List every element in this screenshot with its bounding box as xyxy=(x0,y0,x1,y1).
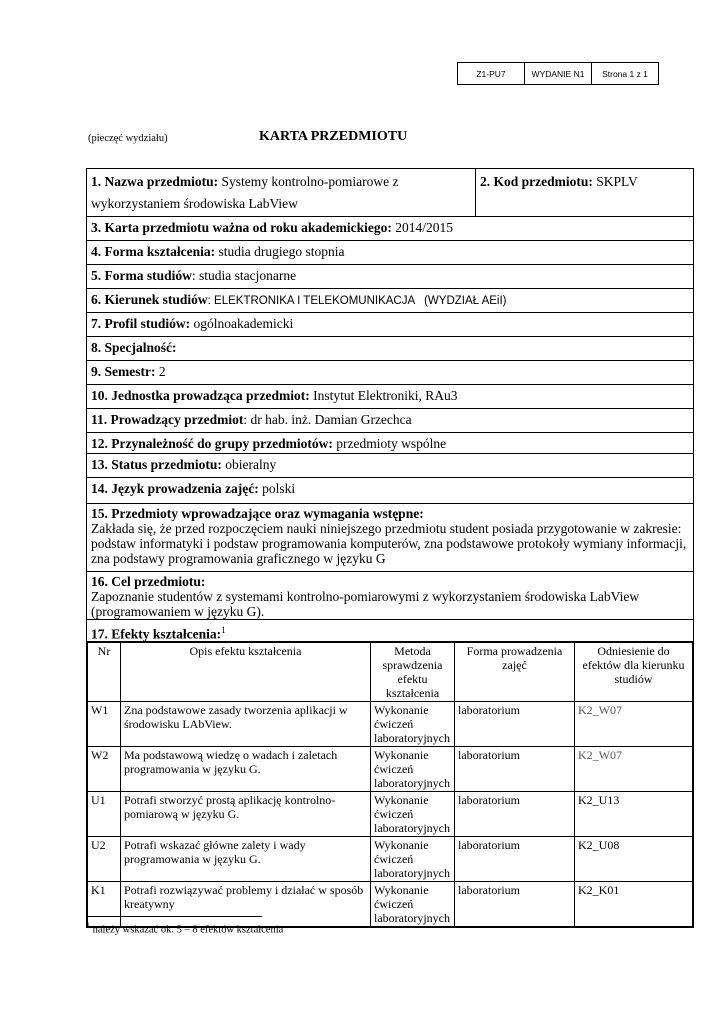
field-label: 15. Przedmioty wprowadzające oraz wymagania wstępne: xyxy=(91,506,424,521)
effect-desc: Ma podstawową wiedzę o wadach i zaletach programowania w języku G. xyxy=(121,747,371,792)
doc-edition: WYDANIE N1 xyxy=(525,63,592,84)
effect-form: laboratorium xyxy=(455,792,575,837)
row-unit xyxy=(87,385,693,409)
col-header: Metoda sprawdzenia efektu kształcenia xyxy=(371,643,455,702)
course-name: Systemy kontrolno-pomiarowe z wykorzystaniem środowiska LabView xyxy=(91,174,399,211)
effect-ref: K2_W07 xyxy=(575,747,693,792)
table-row xyxy=(88,882,693,927)
field-value: : studia stacjonarne xyxy=(191,268,297,283)
footnote-mark: 1 xyxy=(86,921,90,930)
field-label: 5. Forma studiów xyxy=(91,268,192,283)
field-label: 10. Jednostka prowadząca przedmiot: xyxy=(91,388,310,403)
effect-form: laboratorium xyxy=(455,702,575,747)
effect-desc: Potrafi stworzyć prostą aplikację kontrolno-pomiarową w języku G. xyxy=(121,792,371,837)
field-label: 16. Cel przedmiotu: xyxy=(91,574,206,589)
row-semester xyxy=(87,361,693,385)
footnote-text: należy wskazać ok. 5 – 8 efektów kształcenia xyxy=(90,924,284,936)
effect-nr: U1 xyxy=(88,792,121,837)
field-label: 9. Semestr: xyxy=(91,364,156,379)
table-row xyxy=(88,792,693,837)
row-prerequisites xyxy=(87,504,693,572)
effect-form: laboratorium xyxy=(455,837,575,882)
field-label: 14. Język prowadzenia zajęć: xyxy=(91,481,259,496)
course-card xyxy=(86,168,694,928)
row-name-code xyxy=(87,169,693,217)
effect-method: Wykonanie ćwiczeń laboratoryjnych xyxy=(371,702,455,747)
doc-code: Z1-PU7 xyxy=(458,63,525,84)
effect-form: laboratorium xyxy=(455,747,575,792)
row-language xyxy=(87,478,693,504)
prerequisites-text: Zakłada się, że przed rozpoczęciem nauki niniejszego przedmiotu student posiada przygotowanie w zakresie: podstaw informatyki i podstaw programowania komputerów, zna podstawowe protokoły wymiany informacji, zna podstawy programowania graficznego w języku G xyxy=(91,521,687,566)
row-group xyxy=(87,433,693,454)
row-effects-title xyxy=(87,620,693,642)
page-title: KARTA PRZEDMIOTU xyxy=(259,129,408,144)
document-header-box xyxy=(457,62,659,85)
row-study-form xyxy=(87,265,693,289)
col-header: Forma prowadzenia zajęć xyxy=(455,643,575,702)
field-label: 4. Forma kształcenia: xyxy=(91,244,216,259)
course-code: SKPLV xyxy=(596,174,638,189)
field-value: obieralny xyxy=(225,457,277,472)
effect-desc: Potrafi rozwiązywać problemy i działać w sposób kreatywny xyxy=(121,882,371,927)
field-value: : dr hab. inż. Damian Grzechca xyxy=(243,412,412,427)
effect-method: Wykonanie ćwiczeń laboratoryjnych xyxy=(371,837,455,882)
row-effects-table xyxy=(87,642,693,927)
field-value: przedmioty wspólne xyxy=(336,436,447,451)
doc-page: Strona 1 z 1 xyxy=(602,68,648,79)
effect-method: Wykonanie ćwiczeń laboratoryjnych xyxy=(371,792,455,837)
effect-nr: W1 xyxy=(88,702,121,747)
field-label: 7. Profil studiów: xyxy=(91,316,191,331)
effect-nr: U2 xyxy=(88,837,121,882)
field-label: 6. Kierunek studiów xyxy=(91,292,208,307)
effect-ref: K2_K01 xyxy=(575,882,693,927)
field-value: ogólnoakademicki xyxy=(193,316,294,331)
effects-header-row xyxy=(88,643,693,702)
table-row xyxy=(88,747,693,792)
table-row xyxy=(88,837,693,882)
field-label: 17. Efekty kształcenia: xyxy=(91,626,222,642)
field-value: : ELEKTRONIKA I TELEKOMUNIKACJA (WYDZIAŁ AEiI) xyxy=(207,295,507,307)
field-value: Instytut Elektroniki, RAu3 xyxy=(313,388,458,403)
col-header: Opis efektu kształcenia xyxy=(121,643,371,702)
effect-ref: K2_U08 xyxy=(575,837,693,882)
field-label: 1. Nazwa przedmiotu: xyxy=(91,174,219,189)
field-label: 8. Specjalność: xyxy=(91,340,177,355)
footnote-divider xyxy=(86,916,262,917)
table-row xyxy=(88,702,693,747)
course-name-cell xyxy=(87,169,476,216)
effect-desc: Zna podstawowe zasady tworzenia aplikacji w środowisku LAbView. xyxy=(121,702,371,747)
field-label: 2. Kod przedmiotu: xyxy=(480,174,593,189)
row-education-form xyxy=(87,241,693,265)
field-label: 13. Status przedmiotu: xyxy=(91,457,222,472)
effect-form: laboratorium xyxy=(455,882,575,927)
effect-method: Wykonanie ćwiczeń laboratoryjnych xyxy=(371,747,455,792)
effect-nr: K1 xyxy=(88,882,121,927)
course-code-cell xyxy=(476,169,693,216)
row-status xyxy=(87,454,693,478)
effect-ref: K2_U13 xyxy=(575,792,693,837)
footnote-ref: 1 xyxy=(221,625,226,635)
col-header: Nr xyxy=(88,643,121,702)
goal-text: Zapoznanie studentów z systemami kontrolno-pomiarowymi z wykorzystaniem środowiska LabView (programowaniem w języku G). xyxy=(91,589,640,619)
faculty-stamp: (pieczęć wydziału) xyxy=(88,133,168,144)
effect-method: Wykonanie ćwiczeń laboratoryjnych xyxy=(371,882,455,927)
row-field-of-study xyxy=(87,289,693,313)
field-label: 12. Przynależność do grupy przedmiotów: xyxy=(91,436,333,451)
field-label: 3. Karta przedmiotu ważna od roku akademickiego: xyxy=(91,220,392,235)
footnote xyxy=(86,921,283,936)
row-specialty xyxy=(87,337,693,361)
field-value: 2 xyxy=(158,364,166,379)
effects-table xyxy=(87,642,693,927)
field-label: 11. Prowadzący przedmiot xyxy=(91,412,244,427)
row-lecturer xyxy=(87,409,693,433)
effect-nr: W2 xyxy=(88,747,121,792)
field-value: studia drugiego stopnia xyxy=(218,244,345,259)
col-header: Odniesienie do efektów dla kierunku studiów xyxy=(575,643,693,702)
field-value: 2014/2015 xyxy=(395,220,454,235)
row-valid-year xyxy=(87,217,693,241)
effect-desc: Potrafi wskazać główne zalety i wady programowania w języku G. xyxy=(121,837,371,882)
effect-ref: K2_W07 xyxy=(575,702,693,747)
row-goal xyxy=(87,572,693,620)
field-value: polski xyxy=(262,481,296,496)
row-study-profile xyxy=(87,313,693,337)
